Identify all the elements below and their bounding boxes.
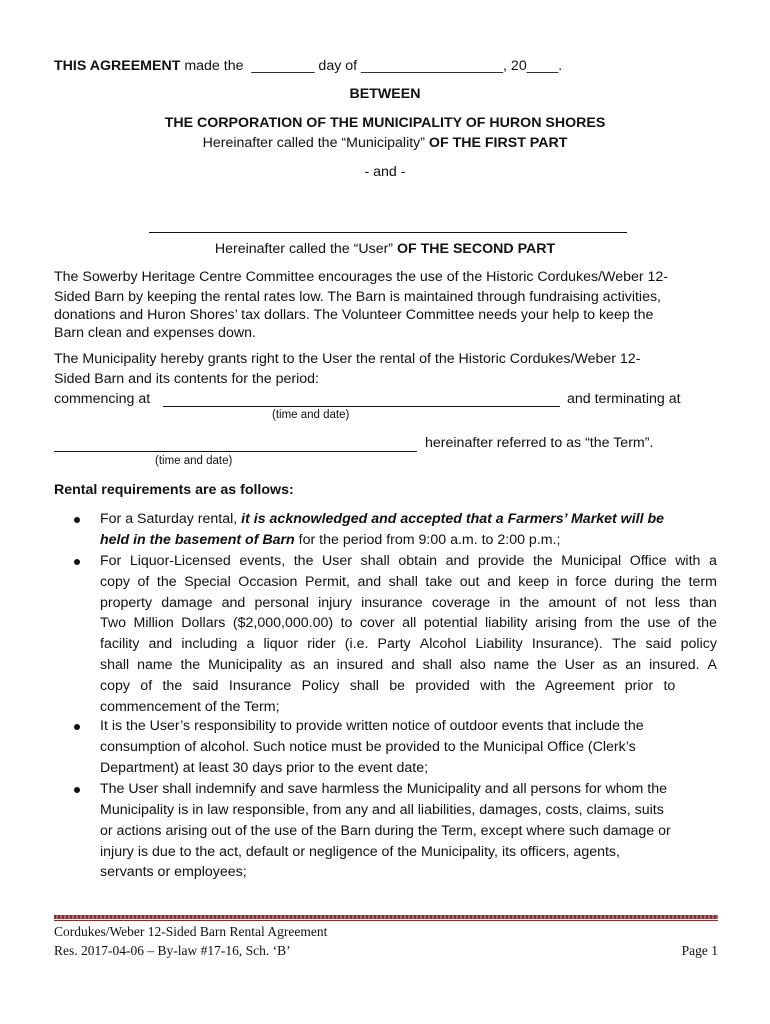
word: liquor bbox=[263, 636, 299, 652]
bullet-icon bbox=[74, 724, 80, 730]
word: the bbox=[537, 657, 557, 673]
word: policy bbox=[680, 636, 717, 652]
word: Alcohol bbox=[419, 636, 467, 652]
word: an bbox=[625, 657, 642, 673]
word: Municipal bbox=[561, 553, 622, 569]
word: less bbox=[654, 595, 681, 611]
bullet-3-line: consumption of alcohol. Such notice must be provided to the Municipal Office (Clerk’s bbox=[100, 739, 636, 755]
word: with bbox=[675, 553, 701, 569]
term-referred-label: hereinafter referred to as “the Term”. bbox=[425, 435, 654, 451]
word: the bbox=[180, 657, 201, 673]
word: events, bbox=[239, 553, 286, 569]
word: keep bbox=[518, 574, 550, 590]
word: Office bbox=[629, 553, 667, 569]
word: Two bbox=[100, 615, 127, 631]
word: obtain bbox=[398, 553, 438, 569]
word: take bbox=[425, 574, 453, 590]
word: Liability bbox=[475, 636, 523, 652]
word: of bbox=[137, 574, 150, 590]
agreement-blanks: made the ________ day of __________________, 20____. bbox=[180, 58, 563, 74]
word: out bbox=[459, 574, 480, 590]
word: User bbox=[322, 553, 353, 569]
word: arising bbox=[535, 615, 577, 631]
word: use bbox=[647, 615, 671, 631]
word: injury bbox=[318, 595, 352, 611]
word: property bbox=[100, 595, 153, 611]
word: and bbox=[148, 636, 173, 652]
word: potential bbox=[423, 615, 478, 631]
word: and bbox=[357, 574, 382, 590]
word: the bbox=[532, 553, 553, 569]
bullet-icon bbox=[74, 517, 80, 523]
word: Permit, bbox=[304, 574, 350, 590]
word: the bbox=[519, 595, 540, 611]
word: of bbox=[677, 615, 690, 631]
word: and bbox=[445, 553, 470, 569]
word: Party bbox=[377, 636, 411, 652]
footer-bylaw: Res. 2017-04-06 – By-law #17-16, Sch. ‘B’ bbox=[54, 943, 291, 958]
between-heading: BETWEEN bbox=[349, 86, 421, 102]
word: shall bbox=[422, 657, 452, 673]
bullet-2-line bbox=[100, 613, 717, 634]
agreement-lead: THIS AGREEMENT bbox=[54, 58, 181, 74]
word: and bbox=[221, 595, 246, 611]
second-part-label: OF THE SECOND PART bbox=[396, 241, 556, 257]
municipality-called: Hereinafter called the “Municipality” bbox=[202, 135, 429, 151]
bullet-2-line bbox=[100, 634, 717, 655]
word: rider bbox=[307, 636, 336, 652]
word: shall bbox=[388, 574, 418, 590]
intro-line: donations and Huron Shores’ tax dollars. The Volunteer Committee needs your help to keep the bbox=[54, 307, 654, 323]
bullet-1-period: for the period from 9:00 a.m. to 2:00 p.m.; bbox=[294, 532, 561, 548]
word: ($2,000,000.00) bbox=[232, 615, 334, 631]
word: a bbox=[709, 553, 717, 569]
word: insured bbox=[336, 657, 384, 673]
word: insured. bbox=[649, 657, 700, 673]
word: insurance bbox=[361, 595, 423, 611]
word: the bbox=[156, 574, 177, 590]
terminating-blank[interactable] bbox=[54, 451, 417, 452]
word: Occasion bbox=[238, 574, 298, 590]
word: and bbox=[391, 657, 415, 673]
word: the bbox=[697, 615, 717, 631]
first-part-label: OF THE FIRST PART bbox=[428, 135, 568, 151]
word: Special bbox=[184, 574, 231, 590]
word: than bbox=[689, 595, 717, 611]
agreement-line bbox=[54, 56, 562, 76]
farmers-market-notice: it is acknowledged and accepted that a Farmers’ Market will be bbox=[241, 511, 665, 527]
corporation-name: THE CORPORATION OF THE MUNICIPALITY OF HURON SHORES bbox=[164, 115, 606, 131]
bullet-4-line: servants or employees; bbox=[100, 864, 247, 880]
word: in bbox=[556, 574, 568, 590]
word: of bbox=[604, 595, 617, 611]
word: Insurance). bbox=[531, 636, 603, 652]
bullet-3-line: Department) at least 30 days prior to the event date; bbox=[100, 760, 429, 776]
word: in bbox=[499, 595, 511, 611]
word: force bbox=[575, 574, 607, 590]
word: during bbox=[614, 574, 654, 590]
word: shall bbox=[360, 553, 390, 569]
user-called: Hereinafter called the “User” bbox=[214, 241, 397, 257]
word: Municipality bbox=[208, 657, 283, 673]
bullet-4-line: or actions arising out of the use of the Barn during the Term, except where such damage or bbox=[100, 823, 671, 839]
intro-line: Barn clean and expenses down. bbox=[54, 325, 256, 341]
commencing-blank[interactable] bbox=[163, 406, 560, 407]
word: amount bbox=[548, 595, 596, 611]
page-number: Page 1 bbox=[681, 943, 718, 958]
word: and bbox=[487, 574, 511, 590]
bullet-2-line bbox=[100, 655, 717, 676]
word: coverage bbox=[431, 595, 491, 611]
bullet-1-text: For a Saturday rental, bbox=[100, 511, 242, 527]
first-party-line bbox=[0, 133, 770, 153]
word: from bbox=[584, 615, 613, 631]
word: as bbox=[602, 657, 618, 673]
intro-line: Sided Barn by keeping the rental rates low. The Barn is maintained through fundraising activities, bbox=[54, 289, 661, 305]
word: (i.e. bbox=[344, 636, 369, 652]
word: to bbox=[340, 615, 353, 631]
word: name bbox=[493, 657, 530, 673]
word: A bbox=[707, 657, 717, 673]
footer-title: Cordukes/Weber 12-Sided Barn Rental Agreement bbox=[54, 924, 328, 939]
word: Dollars bbox=[181, 615, 226, 631]
word: the bbox=[661, 574, 682, 590]
bullet-4-line: injury is due to the act, default or negligence of the Municipality, its officers, agents, bbox=[100, 844, 620, 860]
bullet-icon bbox=[74, 559, 80, 565]
bullet-2-line bbox=[100, 593, 717, 614]
footer-divider bbox=[54, 920, 718, 921]
bullet-2-line: copy of the said Insurance Policy shall be provided with the Agreement prior to bbox=[100, 678, 676, 694]
requirements-heading: Rental requirements are as follows: bbox=[54, 482, 294, 498]
user-name-blank[interactable] bbox=[149, 232, 627, 233]
bullet-icon bbox=[74, 787, 80, 793]
basement-notice: held in the basement of Barn bbox=[100, 532, 295, 548]
word: facility bbox=[100, 636, 140, 652]
word: personal bbox=[254, 595, 309, 611]
word: an bbox=[312, 657, 329, 673]
bullet-3-line: It is the User’s responsibility to provide written notice of outdoor events that include the bbox=[100, 718, 644, 734]
grant-line: Sided Barn and its contents for the period: bbox=[54, 371, 319, 387]
word: damage bbox=[161, 595, 213, 611]
bullet-1-line bbox=[100, 509, 664, 530]
word: provide bbox=[477, 553, 525, 569]
bullet-4-line: The User shall indemnify and save harmless the Municipality and all persons for whom the bbox=[100, 781, 667, 797]
second-party-line bbox=[0, 239, 770, 259]
bullet-2-line: commencement of the Term; bbox=[100, 699, 280, 715]
word: said bbox=[645, 636, 672, 652]
word: shall bbox=[100, 657, 130, 673]
word: copy bbox=[100, 574, 130, 590]
word: the bbox=[620, 615, 640, 631]
time-date-caption: (time and date) bbox=[272, 409, 350, 421]
and-separator: - and - bbox=[364, 164, 406, 180]
word: as bbox=[290, 657, 306, 673]
grant-line: The Municipality hereby grants right to the User the rental of the Historic Cordukes/Weber 12- bbox=[54, 351, 641, 367]
word: a bbox=[246, 636, 255, 652]
bullet-4-line: Municipality is in law responsible, from any and all liabilities, damages, costs, claims, suits bbox=[100, 802, 664, 818]
word: User bbox=[564, 657, 595, 673]
word: liability bbox=[484, 615, 528, 631]
bullet-2-line bbox=[100, 572, 717, 593]
word: Liquor-Licensed bbox=[129, 553, 231, 569]
terminating-label: and terminating at bbox=[567, 391, 681, 407]
bullet-1-line bbox=[100, 530, 560, 551]
word: term bbox=[688, 574, 717, 590]
word: also bbox=[459, 657, 486, 673]
bullet-2-line bbox=[100, 551, 717, 572]
word: Million bbox=[133, 615, 174, 631]
word: all bbox=[402, 615, 417, 631]
intro-line: The Sowerby Heritage Centre Committee encourages the use of the Historic Cordukes/Weber 12- bbox=[54, 269, 669, 285]
commencing-label: commencing at bbox=[54, 391, 151, 407]
word: name bbox=[137, 657, 173, 673]
word: For bbox=[100, 553, 122, 569]
word: including bbox=[181, 636, 238, 652]
time-date-caption: (time and date) bbox=[155, 455, 233, 467]
word: not bbox=[625, 595, 646, 611]
word: cover bbox=[359, 615, 395, 631]
word: The bbox=[611, 636, 637, 652]
word: the bbox=[293, 553, 314, 569]
footer-divider bbox=[54, 915, 718, 919]
